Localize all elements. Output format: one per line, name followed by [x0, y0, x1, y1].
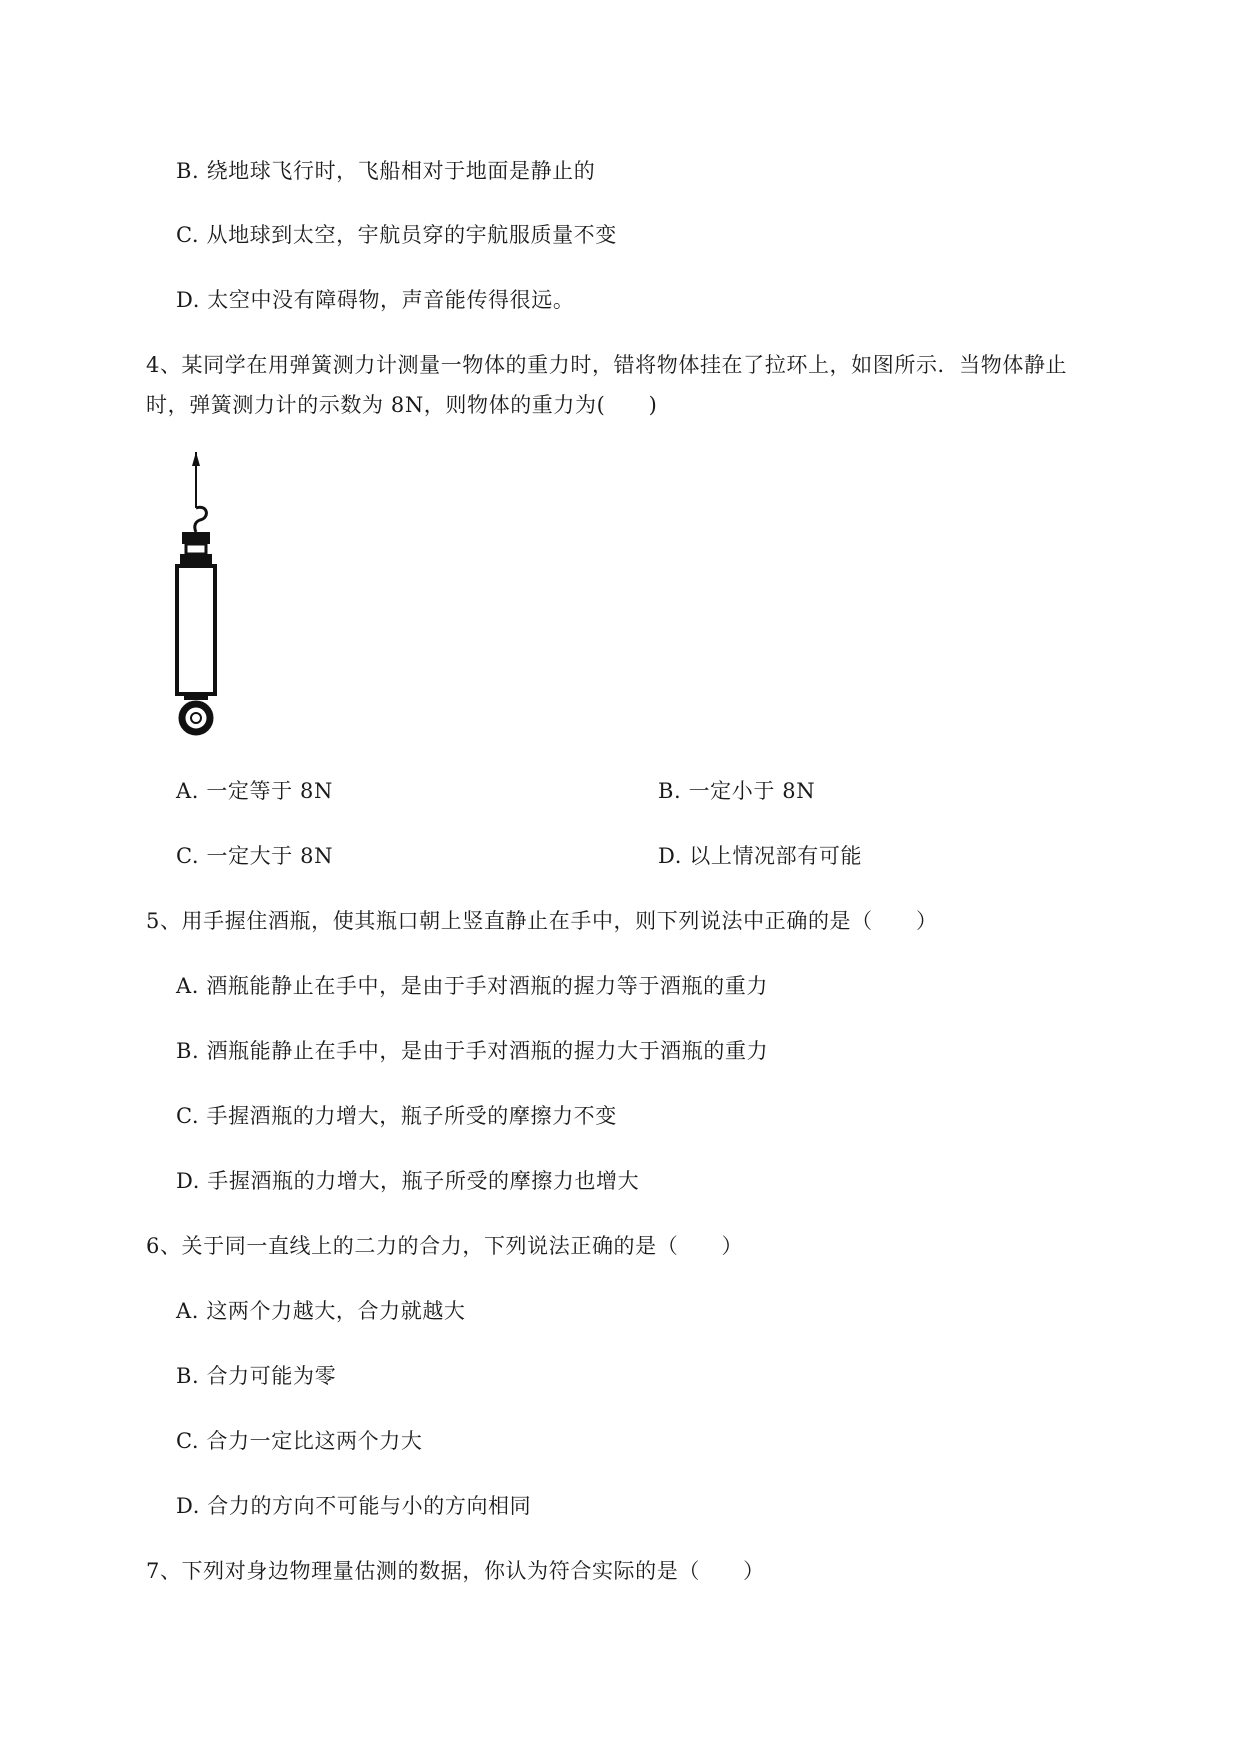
q6-option-d: D. 合力的方向不可能与小的方向相同: [176, 1494, 532, 1518]
q6-stem: 6、关于同一直线上的二力的合力，下列说法正确的是（ ）: [146, 1234, 744, 1258]
q5-option-a: A. 酒瓶能静止在手中，是由于手对酒瓶的握力等于酒瓶的重力: [176, 974, 768, 998]
q6-option-a: A. 这两个力越大，合力就越大: [176, 1299, 466, 1323]
q5-stem: 5、用手握住酒瓶，使其瓶口朝上竖直静止在手中，则下列说法中正确的是（ ）: [146, 909, 938, 933]
q5-option-c: C. 手握酒瓶的力增大，瓶子所受的摩擦力不变: [176, 1104, 617, 1128]
q4-option-d: D. 以上情况部有可能: [658, 844, 863, 868]
q6-option-c: C. 合力一定比这两个力大: [176, 1429, 423, 1453]
q5-option-d: D. 手握酒瓶的力增大，瓶子所受的摩擦力也增大: [176, 1169, 640, 1193]
q7-stem: 7、下列对身边物理量估测的数据，你认为符合实际的是（ ）: [146, 1559, 765, 1583]
q3-option-d: D. 太空中没有障碍物，声音能传得很远。: [176, 288, 575, 312]
q4-stem-line1: 4、某同学在用弹簧测力计测量一物体的重力时，错将物体挂在了拉环上，如图所示．当物体静止: [146, 353, 1068, 377]
q4-stem-line2: 时，弹簧测力计的示数为 8N，则物体的重力为( ): [146, 393, 658, 417]
spring-scale-icon: [168, 452, 232, 742]
q4-option-c: C. 一定大于 8N: [176, 844, 334, 868]
q6-option-b: B. 合力可能为零: [176, 1364, 337, 1388]
q5-option-b: B. 酒瓶能静止在手中，是由于手对酒瓶的握力大于酒瓶的重力: [176, 1039, 769, 1063]
q4-option-a: A. 一定等于 8N: [176, 779, 333, 803]
q3-option-c: C. 从地球到太空，宇航员穿的宇航服质量不变: [176, 223, 617, 247]
q4-option-b: B. 一定小于 8N: [658, 779, 816, 803]
q3-option-b: B. 绕地球飞行时，飞船相对于地面是静止的: [176, 159, 596, 183]
